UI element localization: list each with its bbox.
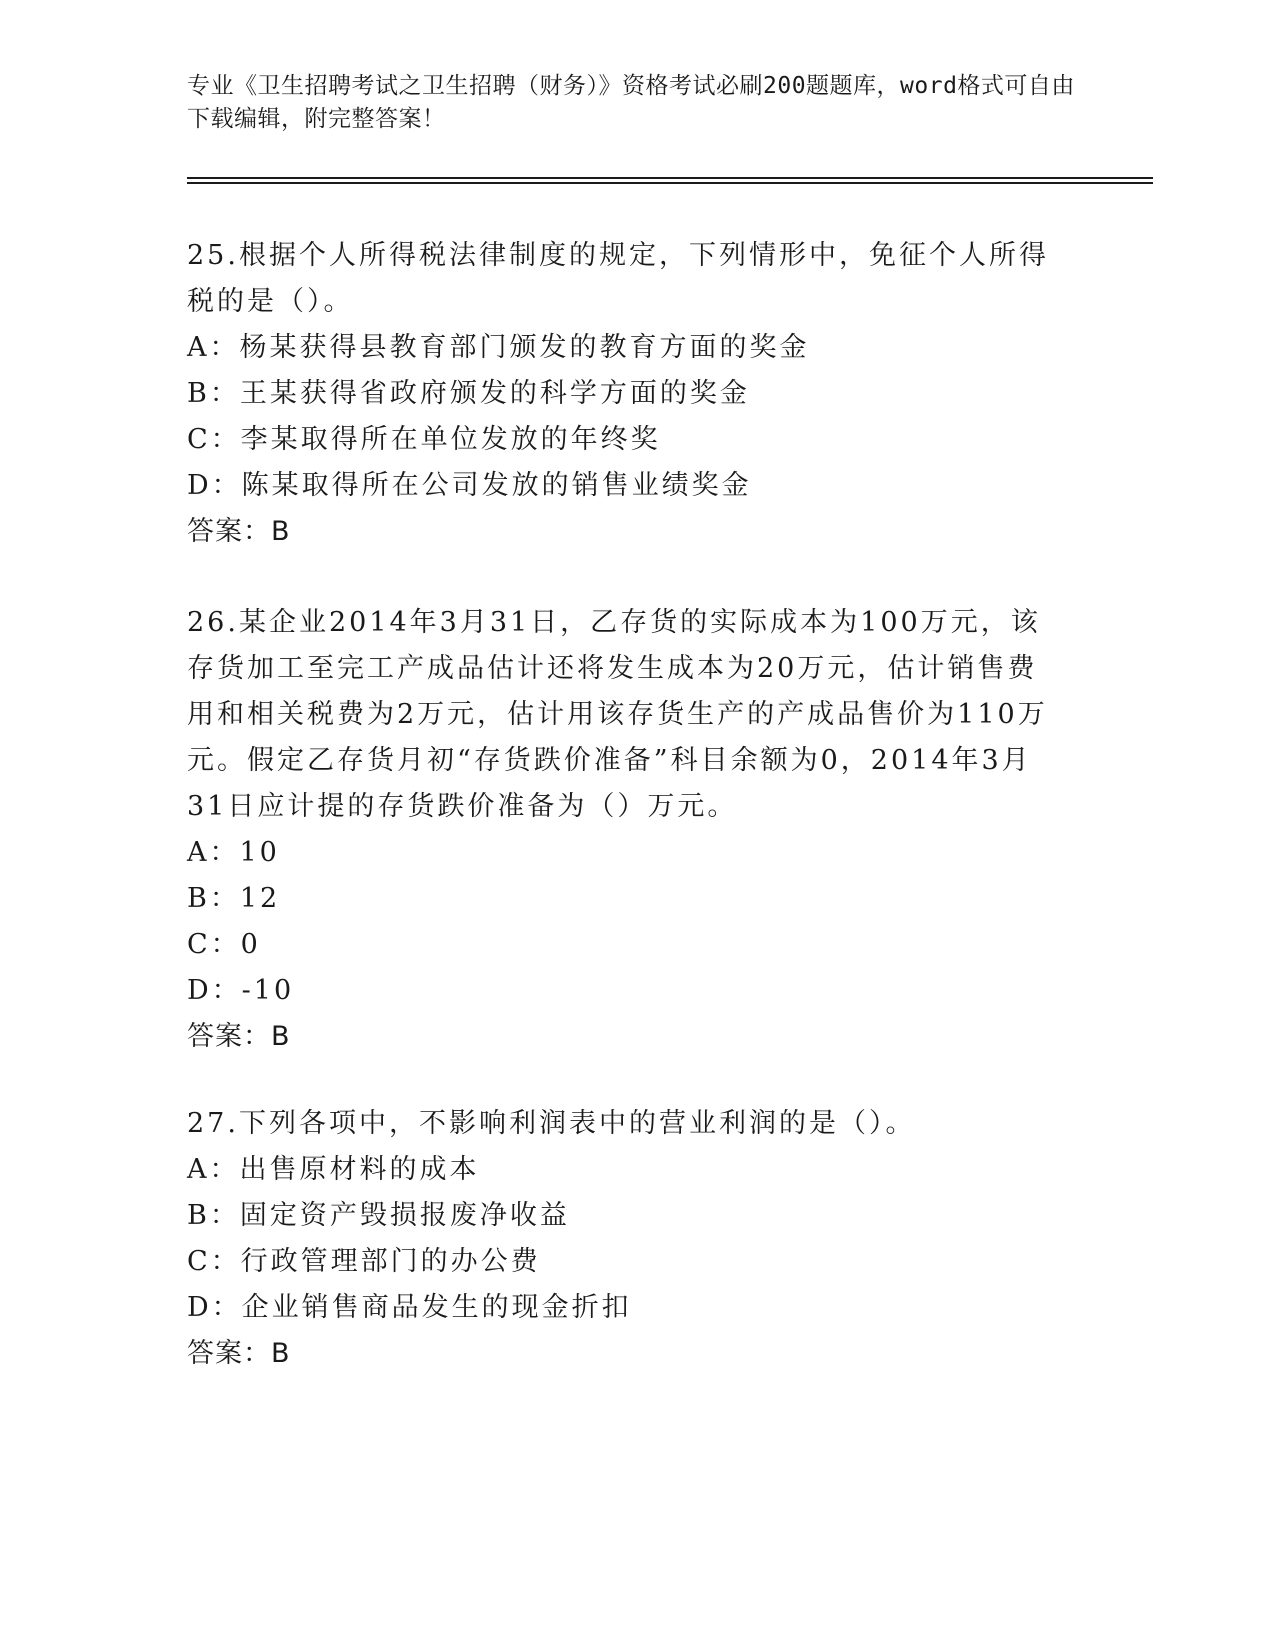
question-26	[187, 600, 1067, 1060]
document-intro: 专业《卫生招聘考试之卫生招聘（财务）》资格考试必刷200题题库，word格式可自由下载编辑，附完整答案！	[187, 73, 1075, 132]
option-d: D：企业销售商品发生的现金折扣	[187, 1292, 632, 1323]
option-d: D：陈某取得所在公司发放的销售业绩奖金	[187, 470, 752, 501]
option-d: D：-10	[187, 975, 295, 1006]
question-27	[187, 1101, 1067, 1377]
option-b: B：固定资产毁损报废净收益	[187, 1200, 570, 1231]
option-c: C：行政管理部门的办公费	[187, 1246, 541, 1277]
answer: 答案：B	[187, 1021, 291, 1052]
option-b: B：王某获得省政府颁发的科学方面的奖金	[187, 378, 750, 409]
option-b: B：12	[187, 883, 281, 914]
header-divider-bottom	[187, 182, 1153, 184]
question-text: 26.某企业2014年3月31日，乙存货的实际成本为100万元，该存货加工至完工产成品估计还将发生成本为20万元，估计销售费用和相关税费为2万元，估计用该存货生产的产成品售价为110万元。假定乙存货月初“存货跌价准备”科目余额为0，2014年3月31日应计提的存货跌价准备为（）万元。	[187, 607, 1048, 822]
answer: 答案：B	[187, 516, 291, 547]
option-a: A：杨某获得县教育部门颁发的教育方面的奖金	[187, 332, 810, 363]
header-divider-top	[187, 177, 1153, 179]
option-c: C：李某取得所在单位发放的年终奖	[187, 424, 661, 455]
question-text: 25.根据个人所得税法律制度的规定，下列情形中，免征个人所得税的是（）。	[187, 240, 1049, 317]
option-a: A：出售原材料的成本	[187, 1154, 480, 1185]
answer: 答案：B	[187, 1338, 291, 1369]
option-a: A：10	[187, 837, 280, 868]
question-text: 27.下列各项中，不影响利润表中的营业利润的是（）。	[187, 1108, 916, 1139]
question-25	[187, 233, 1067, 555]
option-c: C：0	[187, 929, 261, 960]
